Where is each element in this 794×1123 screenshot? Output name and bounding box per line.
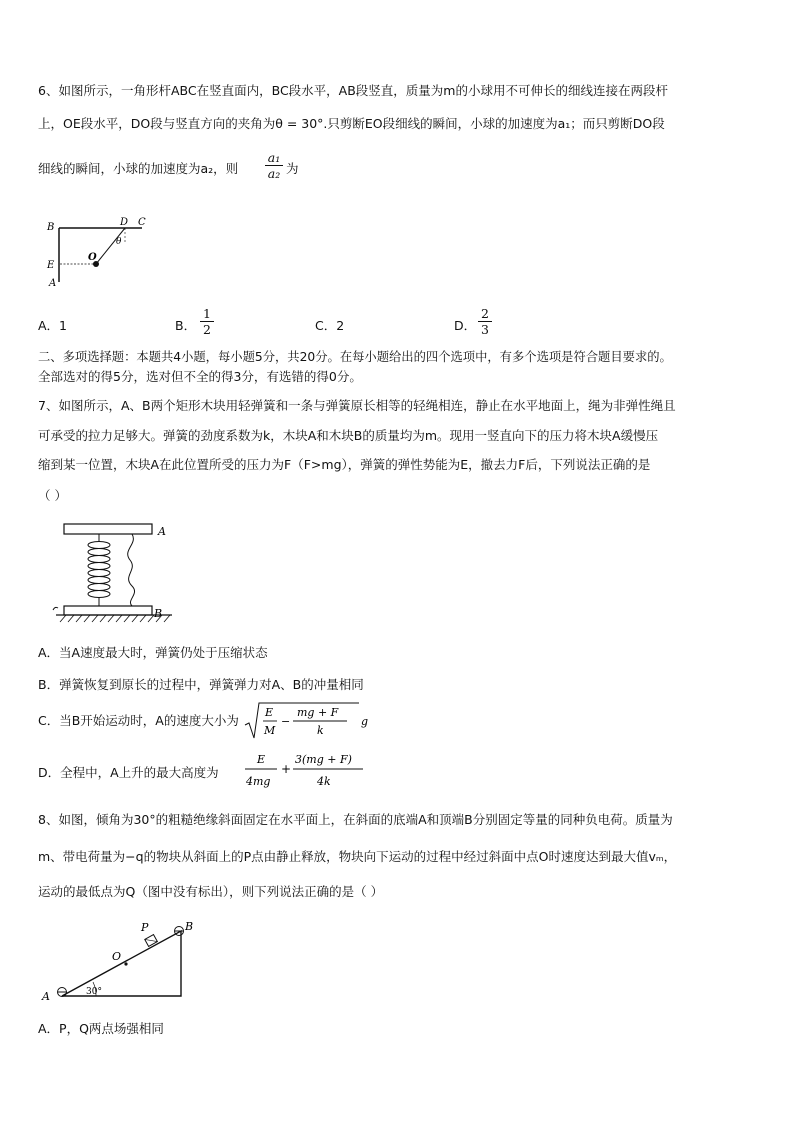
fig8-label-angle: 30°: [86, 987, 102, 997]
q6-line-1: 6、如图所示，一角形杆ABC在竖直面内，BC段水平，AB段竖直，质量为m的小球用不可伸长的细线连接在两段杆: [38, 83, 668, 98]
q6-frac-denominator: a₂: [267, 166, 281, 181]
q7-figure: [50, 518, 185, 630]
q8-option-a[interactable]: A．P，Q两点场强相同: [38, 1021, 164, 1036]
fig8-label-o: O: [112, 950, 122, 963]
fig6-label-e: E: [47, 260, 55, 271]
q7-c-minus: −: [281, 715, 291, 728]
q7-c-f2-num: mg + F: [297, 706, 339, 719]
fig6-label-theta: θ: [116, 237, 122, 247]
q7-line-1: 7、如图所示，A、B两个矩形木块用轻弹簧和一条与弹簧原长相等的轻绳相连，静止在水平地面上，绳为非弹性绳且: [38, 398, 676, 413]
q6-option-b-fraction: [200, 306, 214, 337]
q6-frac-numerator: a₁: [267, 150, 281, 165]
q8-line-2: m、带电荷量为−q的物块从斜面上的P点由静止释放，物块向下运动的过程中经过斜面中点O时速度达到最大值vₘ，: [38, 849, 677, 864]
q6-option-d-fraction: [478, 306, 492, 337]
fig7-label-b: B: [154, 607, 163, 620]
q6-line-2: 上，OE段水平，DO段与竖直方向的夹角为θ = 30°.只剪断EO段细线的瞬间，小球的加速度为a₁；而只剪断DO段: [38, 116, 665, 131]
q7-option-b[interactable]: B．弹簧恢复到原长的过程中，弹簧弹力对A、B的冲量相同: [38, 677, 364, 692]
q7-option-a[interactable]: A．当A速度最大时，弹簧仍处于压缩状态: [38, 645, 268, 660]
fig6-label-c: C: [138, 217, 146, 228]
q8-line-1: 8、如图，倾角为30°的粗糙绝缘斜面固定在水平面上，在斜面的底端A和顶端B分别固定等量的同种负电荷。质量为: [38, 812, 673, 827]
q6-option-d-den: 3: [481, 322, 489, 337]
fig8-label-b: B: [185, 920, 194, 933]
section2-line-2: 全部选对的得5分，选对但不全的得3分，有选错的得0分。: [38, 369, 362, 384]
fig8-label-a: A: [42, 990, 50, 1003]
q7-line-4: （ ）: [38, 488, 67, 503]
fig8-label-p: P: [141, 921, 149, 934]
q7-option-d-formula: [243, 747, 373, 791]
q7-option-d[interactable]: D．全程中，A上升的最大高度为: [38, 765, 219, 780]
q6-figure: [44, 214, 156, 288]
q6-fraction: [265, 150, 283, 181]
q7-option-c-sqrt: [243, 701, 371, 741]
q7-d-f1-den: 4mg: [246, 775, 271, 788]
q7-d-plus: +: [281, 762, 292, 776]
q6-option-c[interactable]: C．2: [315, 318, 345, 333]
q7-c-g: g: [361, 715, 369, 728]
q7-c-f2-den: k: [317, 724, 324, 737]
q7-c-f1-num: E: [265, 706, 274, 719]
q7-option-c[interactable]: C．当B开始运动时，A的速度大小为: [38, 713, 239, 728]
fig6-label-o: O: [88, 252, 97, 263]
q7-d-f2-den: 4k: [317, 775, 331, 788]
q6-option-b-den: 2: [203, 322, 211, 337]
q6-option-d[interactable]: D．: [454, 318, 477, 333]
q6-line-3-end: 为: [286, 161, 299, 176]
q8-figure: [38, 916, 206, 1008]
fig6-label-d: D: [120, 217, 129, 228]
q6-option-b[interactable]: B．: [175, 318, 197, 333]
fig6-label-b: B: [47, 222, 55, 233]
q8-line-3: 运动的最低点为Q（图中没有标出），则下列说法正确的是（ ）: [38, 884, 384, 899]
q6-line-3: 细线的瞬间，小球的加速度为a₂，则: [38, 161, 239, 176]
fig6-label-a: A: [49, 278, 57, 288]
fig7-label-a: A: [158, 525, 166, 538]
q6-option-a[interactable]: A．1: [38, 318, 68, 333]
q7-d-f1-num: E: [257, 753, 266, 766]
q7-line-2: 可承受的拉力足够大。弹簧的劲度系数为k，木块A和木块B的质量均为m。现用一竖直向下的压力将木块A缓慢压: [38, 428, 659, 443]
section2-line-1: 二、多项选择题：本题共4小题，每小题5分，共20分。在每小题给出的四个选项中，有多个选项是符合题目要求的。: [38, 350, 672, 364]
q6-option-d-num: 2: [481, 306, 489, 321]
q7-line-3: 缩到某一位置，木块A在此位置所受的压力为F（F>mg），弹簧的弹性势能为E，撤去力F后，下列说法正确的是: [38, 457, 651, 472]
q7-c-f1-den: M: [264, 724, 276, 737]
q6-option-b-num: 1: [203, 306, 211, 321]
q7-d-f2-num: 3(mg + F): [295, 753, 352, 766]
